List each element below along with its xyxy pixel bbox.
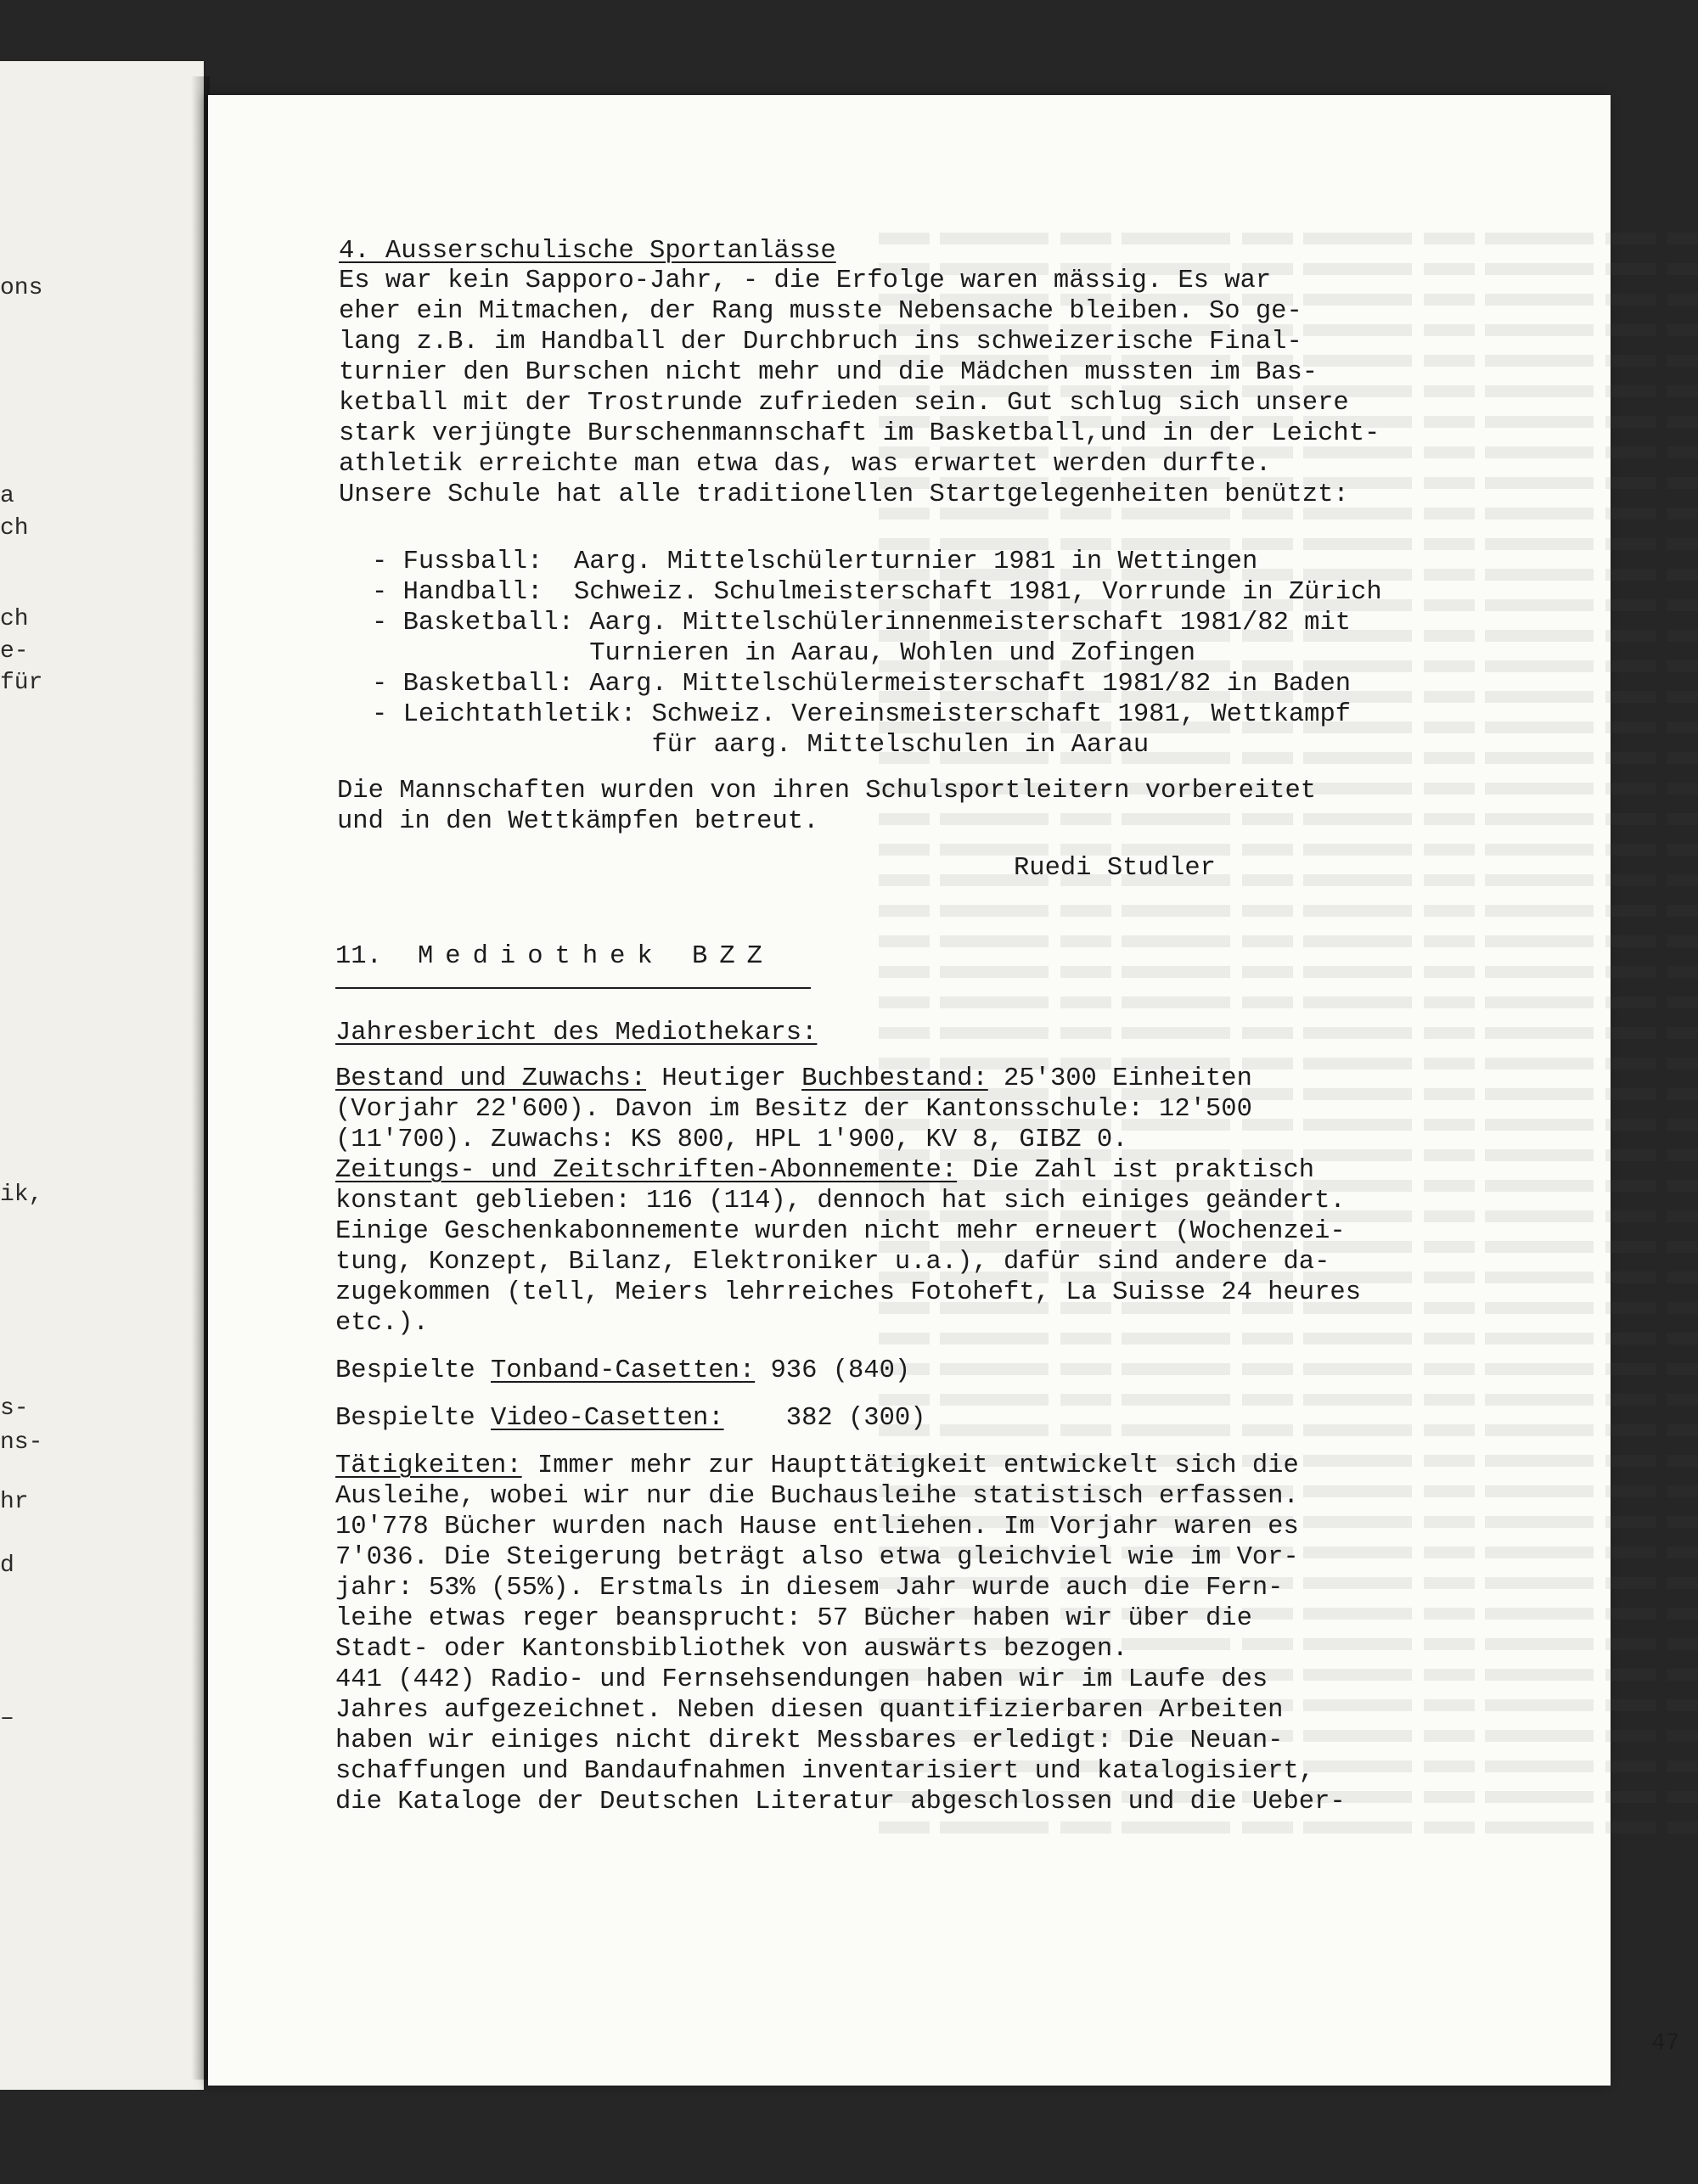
paragraph-line: 441 (442) Radio- und Fernsehsendungen haben wir im Laufe des bbox=[335, 1665, 1268, 1694]
left-edge-fragment: e- bbox=[0, 638, 29, 665]
paragraph-line: konstant geblieben: 116 (114), dennoch hat sich einiges geändert. bbox=[335, 1187, 1346, 1216]
page-gutter-shadow bbox=[191, 76, 210, 2080]
paragraph-line: Es war kein Sapporo-Jahr, - die Erfolge waren mässig. Es war bbox=[339, 267, 1272, 295]
left-edge-fragment: d bbox=[0, 1552, 14, 1579]
paragraph-line: Ausleihe, wobei wir nur die Buchausleihe statistisch erfassen. bbox=[335, 1482, 1299, 1511]
left-edge-fragment: ns- bbox=[0, 1429, 43, 1456]
section-11-rule bbox=[335, 987, 811, 989]
paragraph-line: die Kataloge der Deutschen Literatur abgeschlossen und die Ueber- bbox=[335, 1788, 1346, 1816]
bestand-line: Bestand und Zuwachs: Heutiger Buchbestand: 25'300 Einheiten bbox=[335, 1064, 1252, 1093]
left-edge-fragment: ch bbox=[0, 606, 29, 632]
paragraph-line: athletik erreichte man etwa das, was erwartet werden durfte. bbox=[339, 450, 1272, 479]
section-4-heading: 4. Ausserschulische Sportanlässe bbox=[339, 237, 836, 266]
paragraph-line: ketball mit der Trostrunde zufrieden sein. Gut schlug sich unsere bbox=[339, 389, 1349, 418]
paragraph-line: stark verjüngte Burschenmannschaft im Basketball,und in der Leicht- bbox=[339, 419, 1380, 448]
paragraph-line: Einige Geschenkabonnemente wurden nicht mehr erneuert (Wochenzei- bbox=[335, 1217, 1346, 1246]
left-edge-fragment: für bbox=[0, 670, 43, 696]
zeitungen-line: Zeitungs- und Zeitschriften-Abonnemente: Die Zahl ist praktisch bbox=[335, 1156, 1315, 1185]
paragraph-line: haben wir einiges nicht direkt Messbares erledigt: Die Neuan- bbox=[335, 1726, 1284, 1755]
paragraph-line: 7'036. Die Steigerung beträgt also etwa gleichviel wie im Vor- bbox=[335, 1543, 1299, 1572]
left-edge-fragment: ik, bbox=[0, 1182, 43, 1208]
author-signature: Ruedi Studler bbox=[1014, 854, 1216, 883]
left-edge-fragment: hr bbox=[0, 1489, 29, 1515]
list-item: - Basketball: Aarg. Mittelschülermeisterschaft 1981/82 in Baden bbox=[372, 670, 1352, 699]
document-page bbox=[208, 95, 1680, 2086]
paragraph-line: schaffungen und Bandaufnahmen inventarisiert und katalogisiert, bbox=[335, 1757, 1315, 1786]
tonband-line: Bespielte Tonband-Casetten: 936 (840) bbox=[335, 1356, 911, 1385]
left-edge-fragment: s- bbox=[0, 1395, 29, 1422]
paragraph-line: jahr: 53% (55%). Erstmals in diesem Jahr wurde auch die Fern- bbox=[335, 1574, 1284, 1603]
paragraph-line: Unsere Schule hat alle traditionellen Startgelegenheiten benützt: bbox=[339, 480, 1349, 509]
left-facing-page bbox=[0, 61, 204, 2090]
list-item: Turnieren in Aarau, Wohlen und Zofingen bbox=[372, 639, 1196, 668]
paragraph-line: Jahres aufgezeichnet. Neben diesen quantifizierbaren Arbeiten bbox=[335, 1696, 1284, 1725]
paragraph-line: tung, Konzept, Bilanz, Elektroniker u.a.), dafür sind andere da- bbox=[335, 1248, 1330, 1277]
paragraph-line: leihe etwas reger beansprucht: 57 Bücher haben wir über die bbox=[335, 1604, 1252, 1633]
paragraph-line: (Vorjahr 22'600). Davon im Besitz der Kantonsschule: 12'500 bbox=[335, 1095, 1252, 1124]
left-edge-fragment: ons bbox=[0, 275, 43, 301]
paragraph-line: Die Mannschaften wurden von ihren Schulsportleitern vorbereitet bbox=[337, 777, 1317, 806]
page-number: 47 bbox=[1651, 2030, 1680, 2057]
list-item: - Leichtathletik: Schweiz. Vereinsmeisterschaft 1981, Wettkampf bbox=[372, 700, 1352, 729]
paragraph-line: lang z.B. im Handball der Durchbruch ins schweizerische Final- bbox=[339, 328, 1302, 357]
left-edge-fragment: – bbox=[0, 1705, 14, 1732]
list-item: - Basketball: Aarg. Mittelschülerinnenmeisterschaft 1981/82 mit bbox=[372, 609, 1352, 637]
paragraph-line: zugekommen (tell, Meiers lehrreiches Fotoheft, La Suisse 24 heures bbox=[335, 1278, 1361, 1307]
left-edge-fragment: ch bbox=[0, 515, 29, 542]
list-item: für aarg. Mittelschulen in Aarau bbox=[372, 731, 1150, 760]
section-11-number: 11. bbox=[335, 942, 382, 971]
paragraph-line: turnier den Burschen nicht mehr und die Mädchen mussten im Bas- bbox=[339, 358, 1318, 387]
video-line: Bespielte Video-Casetten: 382 (300) bbox=[335, 1404, 926, 1433]
paragraph-line: (11'700). Zuwachs: KS 800, HPL 1'900, KV 8, GIBZ 0. bbox=[335, 1126, 1128, 1154]
paragraph-line: etc.). bbox=[335, 1309, 429, 1338]
left-edge-fragment: a bbox=[0, 483, 14, 509]
paragraph-line: und in den Wettkämpfen betreut. bbox=[337, 807, 819, 836]
list-item: - Handball: Schweiz. Schulmeisterschaft 1981, Vorrunde in Zürich bbox=[372, 578, 1382, 607]
paragraph-line: 10'778 Bücher wurden nach Hause entliehen. Im Vorjahr waren es bbox=[335, 1513, 1299, 1541]
taetigkeiten-line: Tätigkeiten: Immer mehr zur Haupttätigkeit entwickelt sich die bbox=[335, 1451, 1299, 1480]
report-subheading: Jahresbericht des Mediothekars: bbox=[335, 1019, 818, 1047]
section-11-title: Mediothek BZZ bbox=[418, 942, 774, 971]
paragraph-line: Stadt- oder Kantonsbibliothek von auswärts bezogen. bbox=[335, 1635, 1128, 1664]
paragraph-line: eher ein Mitmachen, der Rang musste Nebensache bleiben. So ge- bbox=[339, 297, 1302, 326]
list-item: - Fussball: Aarg. Mittelschülerturnier 1981 in Wettingen bbox=[372, 547, 1258, 576]
